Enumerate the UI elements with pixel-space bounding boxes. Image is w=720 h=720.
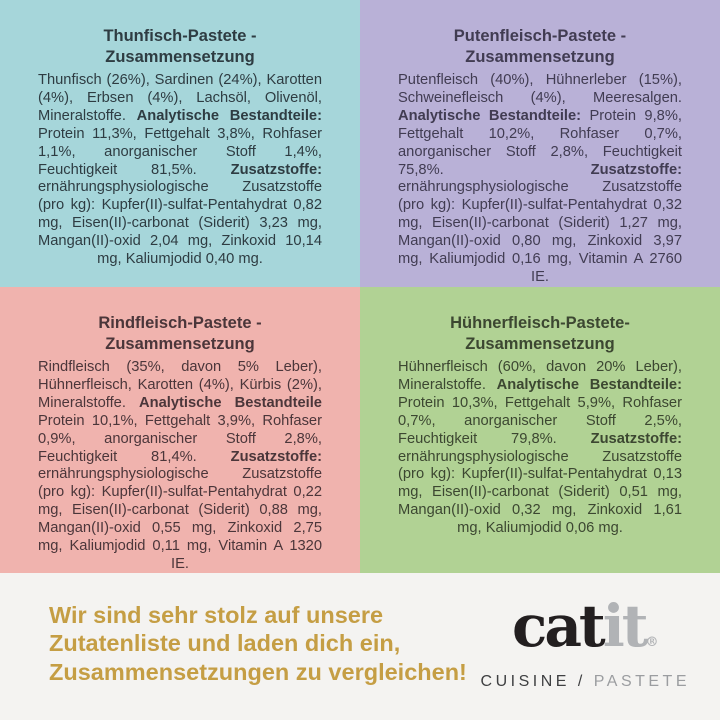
registered-trademark-icon: ®: [645, 634, 659, 650]
logo-subtitle-cuisine: CUISINE /: [480, 672, 586, 690]
slogan-line: Zutatenliste und laden dich ein,: [49, 630, 401, 657]
logo-subtitle-pastete: PASTETE: [593, 672, 690, 690]
footer: [0, 573, 720, 720]
catit-wordmark: [481, 591, 690, 671]
catit-logo: [480, 591, 690, 690]
catit-wordmark-cat: cat: [512, 591, 603, 660]
panel-body: Thunfisch (26%), Sardinen (24%), Karotten (4%), Erbsen (4%), Lachsöl, Olivenöl, Mineralstoffe. Analytische Bestandteile: Protein 11,3%, Fettgehalt 3,8%, Rohfaser 1,1%, anorganischer Stoff 1,4%, Feuchtigkeit 81,5%. Zusatzstoffe: ernährungsphysiologische Zusatzstoffe (pro kg): Kupfer(II)-sulfat-Pentahydrat 0,82 mg, Eisen(II)-carbonat (Siderit) 3,23 mg, Mangan(II)-oxid 2,04 mg, Zinkoxid 10,14 mg, Kaliumjodid 0,40 mg.: [38, 72, 322, 268]
panel-putenfleisch: [360, 0, 720, 287]
panel-huehnerfleisch: [360, 287, 720, 573]
catit-wordmark-it: it: [602, 591, 646, 660]
panel-body: Hühnerfleisch (60%, davon 20% Leber), Mineralstoffe. Analytische Bestandteile: Protein 10,3%, Fettgehalt 5,9%, Rohfaser 0,7%, anorganischer Stoff 2,5%, Feuchtigkeit 79,8%. Zusatzstoffe: ernährungsphysiologische Zusatzstoffe (pro kg): Kupfer(II)-sulfat-Pentahydrat 0,13 mg, Eisen(II)-carbonat (Siderit) 0,51 mg, Mangan(II)-oxid 0,32 mg, Zinkoxid 1,61 mg, Kaliumjodid 0,06 mg.: [398, 359, 682, 537]
catit-logo-subtitle: [481, 674, 690, 690]
slogan: [49, 601, 467, 687]
panel-rindfleisch: [0, 287, 360, 573]
panel-title: Rindfleisch-Pastete - Zusammensetzung: [98, 314, 262, 353]
panel-title: Putenfleisch-Pastete - Zusammensetzung: [453, 27, 627, 66]
slogan-line: Zusammensetzungen zu vergleichen!: [49, 658, 467, 685]
panel-body: Rindfleisch (35%, davon 5% Leber), Hühnerfleisch, Karotten (4%), Kürbis (2%), Mineralstoffe. Analytische Bestandteile Protein 10,1%, Fettgehalt 3,9%, Rohfaser 0,9%, anorganischer Stoff 2,8%, Feuchtigkeit 81,4%. Zusatzstoffe: ernährungsphysiologische Zusatzstoffe (pro kg): Kupfer(II)-sulfat-Pentahydrat 0,22 mg, Eisen(II)-carbonat (Siderit) 0,88 mg, Mangan(II)-oxid 0,55 mg, Zinkoxid 2,75 mg, Kaliumjodid 0,11 mg, Vitamin A 1320 IE.: [38, 359, 322, 572]
slogan-line: Wir sind sehr stolz auf unsere: [49, 601, 384, 628]
panel-title: Hühnerfleisch-Pastete- Zusammensetzung: [450, 314, 630, 353]
panel-title: Thunfisch-Pastete - Zusammensetzung: [103, 27, 257, 66]
panel-body: Putenfleisch (40%), Hühnerleber (15%), Schweinefleisch (4%), Meeresalgen. Analytische Bestandteile: Protein 9,8%, Fettgehalt 10,2%, Rohfaser 0,7%, anorganischer Stoff 2,8%, Feuchtigkeit 75,8%. Zusatzstoffe: ernährungsphysiologische Zusatzstoffe (pro kg): Kupfer(II)-sulfat-Pentahydrat 0,32 mg, Eisen(II)-carbonat (Siderit) 1,27 mg, Mangan(II)-oxid 0,80 mg, Zinkoxid 3,97 mg, Kaliumjodid 0,16 mg, Vitamin A 2760 IE.: [398, 72, 682, 285]
panel-thunfisch: [0, 0, 360, 287]
